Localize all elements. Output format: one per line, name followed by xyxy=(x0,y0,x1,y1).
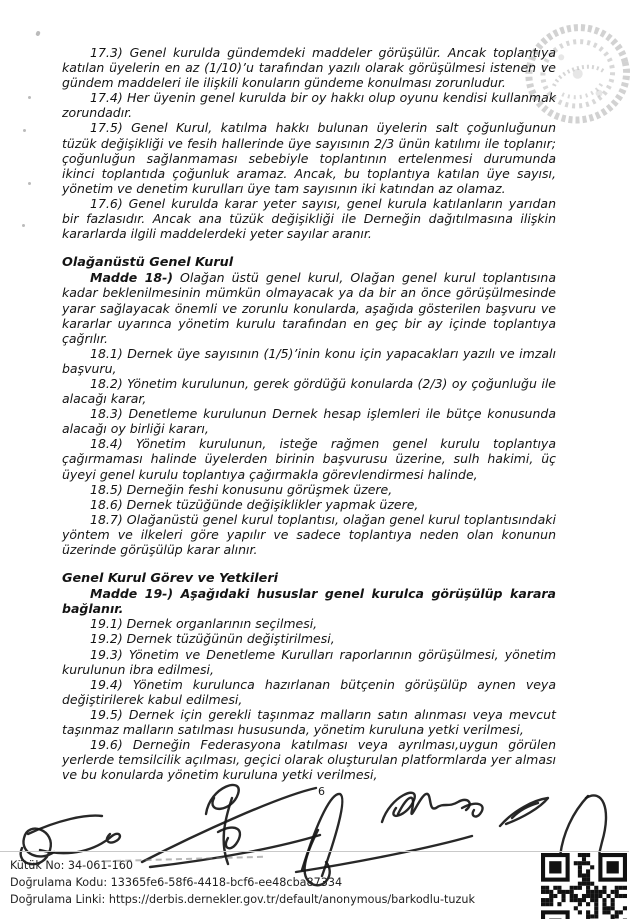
scan-artifact xyxy=(28,96,31,99)
paragraph-19-6: 19.6) Derneğin Federasyona katılması veya ayrılması,uygun görülen yerlerde temsilcilik açılması, geçici olarak oluşturulan platformlarda yer alması ve bu konularda yönetim kuruluna yetki verilmesi, xyxy=(62,737,556,783)
handwritten-signature xyxy=(142,785,320,867)
handwritten-signature xyxy=(500,798,548,826)
paragraph-19-4: 19.4) Yönetim kurulunca hazırlanan bütçenin görüşülüp aynen veya değiştirilerek kabul edilmesi, xyxy=(62,676,556,707)
qr-finder xyxy=(598,853,627,882)
scan-artifact xyxy=(23,129,26,132)
footer-divider xyxy=(0,851,629,852)
dogrulama-linki: Doğrulama Linki: https://derbis.dernekler.gov.tr/default/anonymous/barkodlu-tuzuk xyxy=(10,893,475,906)
paragraph-19-2: 19.2) Dernek tüzüğünün değiştirilmesi, xyxy=(90,631,335,647)
section-heading-genel-kurul-gorev-ve-yetkileri: Genel Kurul Görev ve Yetkileri xyxy=(62,571,279,587)
paragraph-18-7: 18.7) Olağanüstü genel kurul toplantısı, olağan genel kurul toplantısındaki yöntem ve ilkeleri göre yapılır ve sadece toplantıya neden olan konunun üzerinde görüşülüp karar alınır. xyxy=(62,511,556,557)
paragraph-18-4: 18.4) Yönetim kurulunun, isteğe rağmen genel kurulu toplantıya çağırmaması halinde üyelerden birinin başvurusu üzerine, sulh hakimi, üç üyeyi genel kurulu toplantıya çağırmakla görevlendirmesi halinde, xyxy=(62,436,556,482)
section-heading-olaganustu-genel-kurul: Olağanüstü Genel Kurul xyxy=(62,255,234,271)
dogrulama-kodu: Doğrulama Kodu: 13365fe6-58f6-4418-bcf6-ee48cba87334 xyxy=(10,876,343,889)
paragraph-19-1: 19.1) Dernek organlarının seçilmesi, xyxy=(90,616,318,632)
scan-artifact xyxy=(22,224,25,227)
scan-artifact xyxy=(28,182,31,185)
paragraph-18-3: 18.3) Denetleme kurulunun Dernek hesap işlemleri ile bütçe konusunda alacağı oy birliği kararı, xyxy=(62,406,556,437)
paragraph-17-4: 17.4) Her üyenin genel kurulda bir oy hakkı olup oyunu kendisi kullanmak zorundadır. xyxy=(62,90,556,121)
qr-finder xyxy=(541,853,570,882)
paragraph-18-2: 18.2) Yönetim kurulunun, gerek gördüğü konularda (2/3) oy çoğunluğu ile alacağı karar, xyxy=(62,375,556,407)
paragraph-18-6: 18.6) Dernek tüzüğünde değişiklikler yapmak üzere, xyxy=(90,496,419,512)
madde-18-text: Olağan üstü genel kurul, Olağan genel kurul toplantısına kadar beklenilmesinin mümkün olmayacak ya da bir an önce görüşülmesinde yarar sağlayacak önemli ve zorunlu konularda, aşağıda gösterilen başvuru ve kararlar uyarınca yönetim kurulu tarafından en geç bir ay içinde toplantıya çağrılır. xyxy=(62,270,556,346)
scan-artifact xyxy=(35,30,40,36)
paragraph-19-5: 19.5) Dernek için gerekli taşınmaz malların satın alınması veya mevcut taşınmaz malların satılması hususunda, yönetim kuruluna yetki verilmesi, xyxy=(62,706,556,738)
footer xyxy=(10,857,475,908)
paragraph-18-5: 18.5) Derneğin feshi konusunu görüşmek üzere, xyxy=(90,481,393,497)
madde-18-label: Madde 18-) xyxy=(90,270,173,286)
paragraph-17-5: 17.5) Genel Kurul, katılma hakkı bulunan üyelerin salt çoğunluğunun tüzük değişikliği ve fesih hallerinde üye sayısının 2/3 ünün katılımı ile toplanır; çoğunluğun sağlanmaması sebebiyle toplantının ertelenmesi durumunda ikinci toplantıda çoğunluk aramaz. Ancak, bu toplantıya katılan üye sayısı, yönetim ve denetim kurulları üye tam sayısının iki katından az olamaz. xyxy=(62,120,556,196)
page-number: 6 xyxy=(318,785,325,798)
document-body xyxy=(62,45,556,782)
paragraph-17-6: 17.6) Genel kurulda karar yeter sayısı, genel kurula katılanların yarıdan bir fazlasıdır. Ancak ana tüzük değişikliği ile Derneğin dağıtılmasına ilişkin kararlarda ilgili maddelerdeki yeter sayılar aranır. xyxy=(62,195,556,242)
paragraph-madde-19: Madde 19-) Aşağıdaki hususlar genel kurulca görüşülüp karara bağlanır. xyxy=(62,586,556,617)
paragraph-17-3: 17.3) Genel kurulda gündemdeki maddeler görüşülür. Ancak toplantıya katılan üyelerin en az (1/10)’u tarafından yazılı olarak görüşülmesi istenen ve gündem maddeleri ile ilişkili konuların gündeme konulması zorunludur. xyxy=(62,45,556,91)
paragraph-18-1: 18.1) Dernek üye sayısının (1/5)’inin konu için yapacakları yazılı ve imzalı başvuru, xyxy=(62,345,556,376)
handwritten-signature xyxy=(382,793,483,822)
kutuk-no: Kütük No: 34-061-160 xyxy=(10,859,133,872)
paragraph-19-3: 19.3) Yönetim ve Denetleme Kurulları raporlarının görüşülmesi, yönetim kurulunun ibra edilmesi, xyxy=(62,646,556,677)
qr-code xyxy=(541,853,627,919)
paragraph-madde-18 xyxy=(62,270,556,345)
qr-finder xyxy=(541,910,570,919)
